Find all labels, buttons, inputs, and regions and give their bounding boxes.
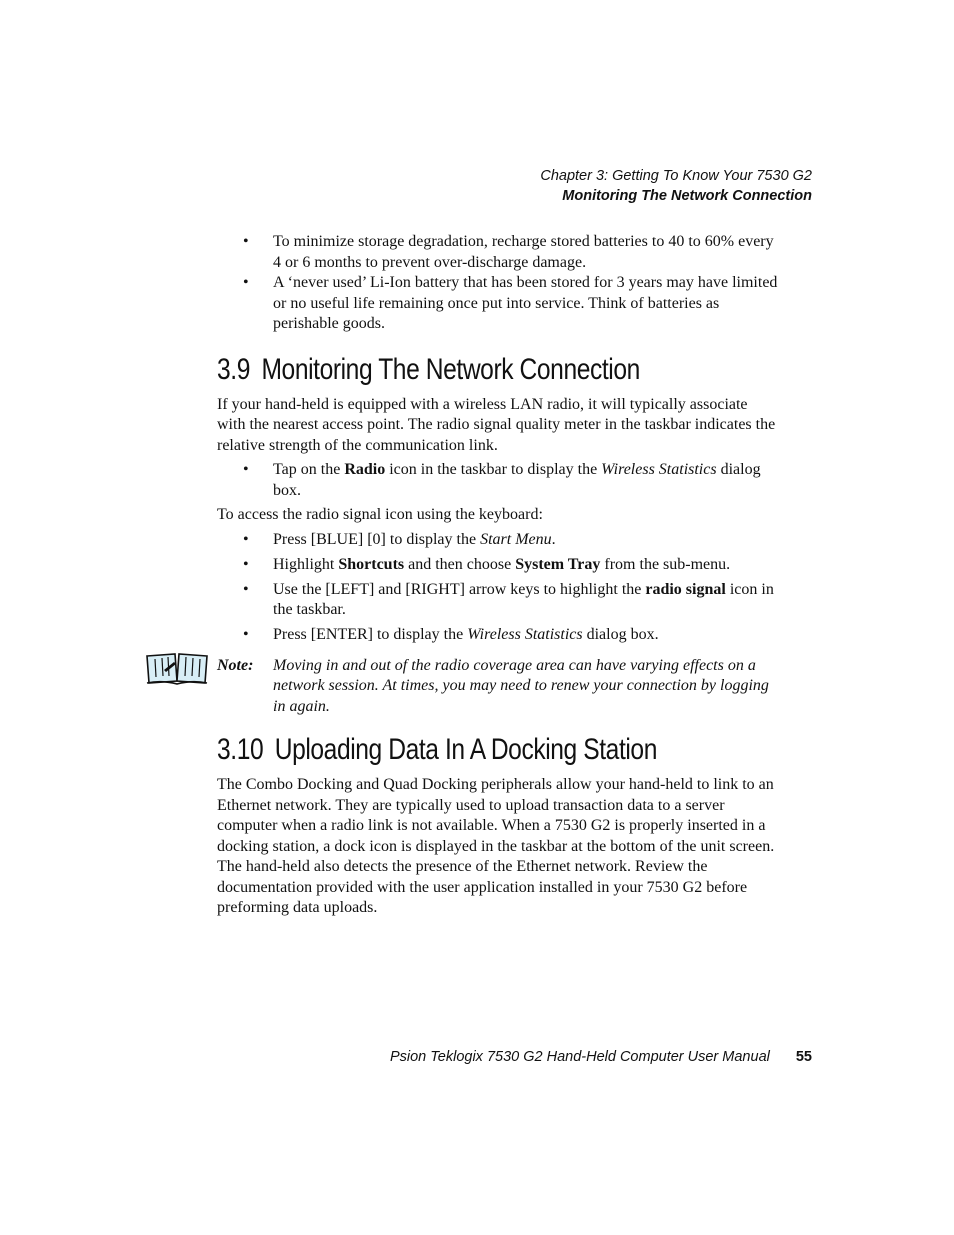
text-run: . [551, 530, 556, 548]
running-footer [390, 1047, 812, 1067]
text-run: Tap on the [273, 461, 345, 478]
note-callout [217, 656, 779, 718]
text-run: and then choose [404, 555, 516, 573]
docking-body-paragraph: The Combo Docking and Quad Docking peripherals allow your hand-held to link to an Ethernet network. They are typically used to upload transaction data to a server computer when a radio link is not available. When a 7530 G2 is properly inserted in a docking station, a dock icon is displayed in the taskbar at the bottom of the unit screen. The hand-held also detects the presence of the Ethernet network. Review the documentation provided with the user application installed in your 7530 G2 before preforming data uploads. [217, 776, 775, 916]
text-run: icon in the taskbar to display the [385, 461, 602, 478]
note-text: Moving in and out of the radio coverage area can have varying effects on a network session. At times, you may need to renew your connection by logging in again. [273, 656, 769, 715]
section-heading-text: Uploading Data In A Docking Station [274, 733, 657, 766]
keyboard-bullet-list [217, 530, 779, 646]
list-item [217, 273, 779, 335]
page-number: 55 [795, 1049, 812, 1065]
shortcuts-term: Shortcuts [338, 555, 405, 573]
bullet-text: To minimize storage degradation, recharge stored batteries to 40 to 60% every 4 or 6 months to prevent over-discharge damage. [273, 233, 774, 271]
text-run: icon in the taskbar. [273, 580, 774, 618]
text-run: dialog box. [582, 626, 659, 643]
radio-term: Radio [344, 461, 386, 478]
list-item [217, 580, 779, 621]
note-label: Note: [217, 656, 254, 674]
bullet-text: A ‘never used’ Li-Ion battery that has been stored for 3 years may have limited or no useful life remaining once put into service. Think of batteries as perishable goods. [273, 274, 778, 332]
text-run: Highlight [273, 555, 339, 573]
bullet-glyph: • [243, 626, 249, 643]
bullet-glyph: • [243, 233, 249, 250]
text-run: from the sub-menu. [600, 555, 731, 573]
radio-signal-term: radio signal [645, 580, 726, 598]
text-run: Press [BLUE] [0] to display the [273, 530, 481, 548]
open-book-note-icon [144, 650, 210, 686]
tap-bullet-list [217, 460, 779, 501]
bullet-glyph: • [243, 555, 249, 573]
bullet-glyph: • [243, 274, 249, 291]
list-item [217, 555, 779, 576]
list-item [217, 460, 779, 501]
chapter-title: Chapter 3: Getting To Know Your 7530 G2 [540, 168, 812, 184]
list-item [217, 625, 779, 646]
list-item [217, 530, 779, 551]
battery-bullet-list [217, 232, 779, 335]
text-run: Use the [LEFT] and [RIGHT] arrow keys to highlight the [273, 580, 646, 598]
manual-title: Psion Teklogix 7530 G2 Hand-Held Computer User Manual [389, 1049, 770, 1065]
section-intro-paragraph: If your hand-held is equipped with a wireless LAN radio, it will typically associate with the nearest access point. The radio signal quality meter in the taskbar indicates the relative strength of the communication link. [217, 395, 776, 454]
bullet-glyph: • [243, 461, 249, 478]
bullet-glyph: • [243, 580, 249, 598]
page-content [217, 232, 779, 923]
wireless-statistics-term: Wireless Statistics [467, 626, 583, 643]
system-tray-term: System Tray [515, 555, 601, 573]
section-number: 3.10 [217, 733, 264, 766]
bullet-glyph: • [243, 530, 249, 548]
section-heading-text: Monitoring The Network Connection [261, 352, 640, 386]
text-run: dialog box. [273, 461, 761, 499]
section-heading-3-9 [217, 351, 678, 389]
section-heading-3-10 [217, 731, 678, 769]
wireless-statistics-term: Wireless Statistics [601, 461, 717, 478]
start-menu-term: Start Menu [480, 530, 552, 548]
keyboard-intro-paragraph: To access the radio signal icon using the keyboard: [217, 506, 543, 523]
text-run: Press [ENTER] to display the [273, 626, 468, 643]
list-item [217, 232, 779, 273]
running-header [540, 166, 812, 206]
section-title: Monitoring The Network Connection [562, 188, 812, 204]
section-number: 3.9 [217, 352, 250, 386]
